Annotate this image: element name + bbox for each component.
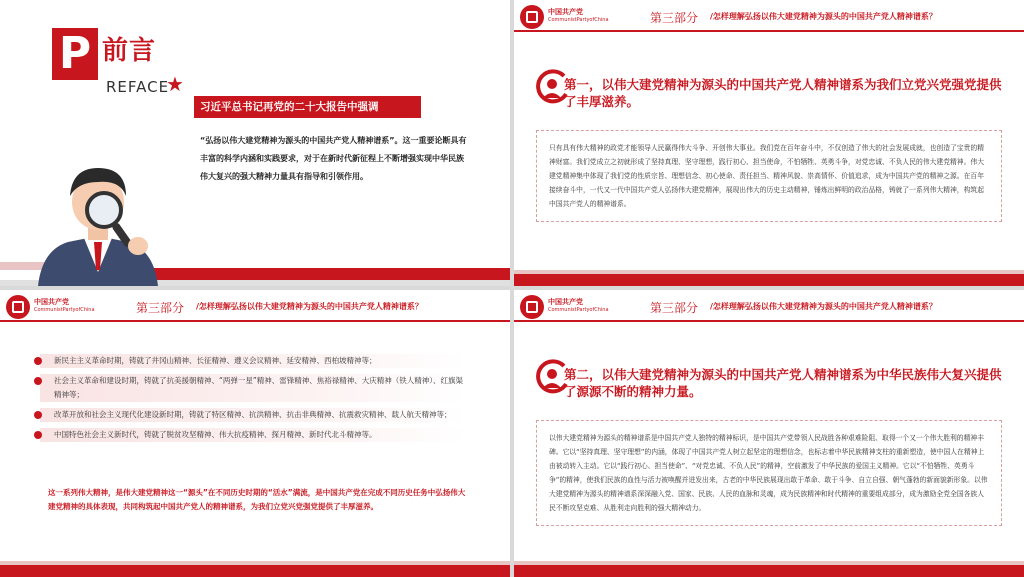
party-logo-icon [6,295,30,319]
list-item: 中国特色社会主义新时代，铸就了脱贫攻坚精神、伟大抗疫精神、探月精神、新时代北斗精神等。 [40,428,466,442]
big-letter-p: P [52,28,98,80]
bullet-icon [34,411,42,419]
preface-paragraph: “弘扬以伟大建党精神为源头的中国共产党人精神谱系”。这一重要论断具有丰富的科学内涵和实践要求，对于在新时代新征程上不断增强实现中华民族伟大复兴的强大精神力量具有指导和引领作用。 [200,136,467,181]
body-text-box: 只有具有伟大精神的政党才能领导人民赢得伟大斗争、开创伟大事业。我们党在百年奋斗中，不仅创造了伟大的社会发展成就，也创造了宝贵的精神财富。我们党成立之初就形成了坚持真理、坚守理想，践行初心、担当使命，不怕牺牲、英勇斗争，对党忠诚、不负人民的伟大建党精神。伟大建党精神集中体现了我们党的性质宗旨、理想信念、初心使命、责任担当、精神风貌、崇高情怀、价值追求，成为中国共产党的精神之源。在百年接续奋斗中，一代又一代中国共产党人弘扬伟大建党精神，展现出伟大的历史主动精神，锤炼出鲜明的政治品格，铸就了一系列伟大精神，构筑起中国共产党人的精神谱系。 [536,130,1002,222]
section-heading: 第一，以伟大建党精神为源头的中国共产党人精神谱系为我们立党兴党强党提供了丰厚滋养。 [564,77,1002,109]
logo-en-text: CommunistPartyofChina [34,307,95,313]
star-icon: ★ [166,72,184,96]
preface-subtitle: REFACE [106,78,170,96]
bullet-icon [34,377,42,385]
bullet-icon [34,431,42,439]
slide-part3-first[interactable] [514,0,1024,286]
party-logo-icon [520,5,544,29]
slide-part3-second[interactable] [514,290,1024,577]
header-rule [514,30,1024,32]
slide-part3-list[interactable] [0,290,510,577]
logo-cn-text: 中国共产党 [34,298,69,306]
footer-bar [0,565,510,577]
spirit-list [40,354,466,448]
footer-bar [514,274,1024,286]
summary-text: 这一系列伟大精神，是伟大建党精神这一“源头”在不同历史时期的“活水”满流，是中国共产党在完成不同历史任务中弘扬伟大建党精神的具体表现，共同构筑起中国共产党人的精神谱系，为我们立党兴党强党提供了丰厚滋养。 [48,488,466,511]
section-label: 第三部分 [650,11,699,25]
section-question: /怎样理解弘扬以伟大建党精神为源头的中国共产党人精神谱系？ [710,12,937,21]
list-item: 改革开放和社会主义现代化建设新时期，铸就了特区精神、抗洪精神、抗击非典精神、抗震救灾精神、载人航天精神等； [40,408,466,422]
logo-cn-text: 中国共产党 [548,298,583,306]
person-magnifier-illustration [28,150,168,286]
list-item: 社会主义革命和建设时期，铸就了抗美援朝精神、“两弹一星”精神、雷锋精神、焦裕禄精神、大庆精神（铁人精神）、红旗渠精神等； [40,374,466,402]
body-text-box: 以伟大建党精神为源头的精神谱系是中国共产党人独特的精神标识，是中国共产党带领人民战胜各种艰难险阻、取得一个又一个伟大胜利的精神丰碑。它以“坚持真理、坚守理想”的内涵，体现了中国共产党人树立起坚定的理想信念，也标志着中华民族精神支柱的重新塑造，使中国人在精神上由被动转入主动。它以“践行初心、担当使命”、“对党忠诚、不负人民”的精神，空前激发了中华民族的爱国主义精神。它以“不怕牺牲、英勇斗争”的精神，使我们民族的血性与活力被唤醒并迸发出来，古老的中华民族展现出敢于革命、敢于斗争、自立自强、朝气蓬勃的新面貌新形象。以伟大建党精神为源头的精神谱系深深融入党、国家、民族、人民的血脉和灵魂，成为民族精神和时代精神的重要组成部分，成为激励全党全国各族人民不断攻坚克难、从胜利走向胜利的强大精神动力。 [536,420,1002,526]
slide-header [514,0,1024,34]
logo-en-text: CommunistPartyofChina [548,17,609,23]
footer-bar [514,565,1024,577]
slide-header [0,290,510,324]
header-rule [514,320,1024,322]
preface-title: 前言 [102,36,157,66]
section-label: 第三部分 [136,301,185,315]
decor-red-bar [150,268,510,280]
section-question: /怎样理解弘扬以伟大建党精神为源头的中国共产党人精神谱系？ [196,302,423,311]
section-question: /怎样理解弘扬以伟大建党精神为源头的中国共产党人精神谱系？ [710,302,937,311]
bullet-icon [34,357,42,365]
quote-banner: 习近平总书记再党的二十大报告中强调 [194,96,421,118]
section-heading: 第二，以伟大建党精神为源头的中国共产党人精神谱系为中华民族伟大复兴提供了源源不断的精神力量。 [564,367,1002,399]
list-item: 新民主主义革命时期，铸就了井冈山精神、长征精神、遵义会议精神、延安精神、西柏坡精神等； [40,354,466,368]
slide-header [514,290,1024,324]
logo-en-text: CommunistPartyofChina [548,307,609,313]
header-rule [0,320,510,322]
section-label: 第三部分 [650,301,699,315]
slide-preface[interactable] [0,0,510,286]
logo-cn-text: 中国共产党 [548,8,583,16]
party-logo-icon [520,295,544,319]
